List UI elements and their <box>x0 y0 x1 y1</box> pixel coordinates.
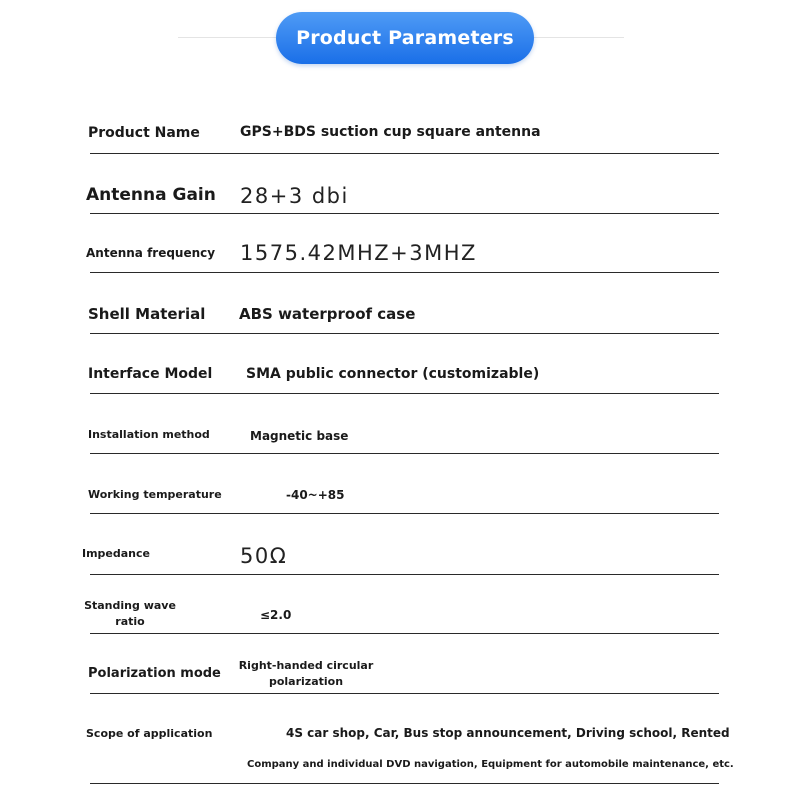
param-value-scope-of-application-line1: 4S car shop, Car, Bus stop announcement, Driving school, Rented <box>286 726 730 740</box>
param-label-interface-model: Interface Model <box>88 366 213 382</box>
row-divider <box>90 393 719 394</box>
param-label-standing-wave-ratio-line2: ratio <box>115 615 145 628</box>
row-divider <box>90 153 719 154</box>
param-label-installation-method: Installation method <box>88 428 210 441</box>
param-label-polarization-mode: Polarization mode <box>88 666 221 681</box>
row-divider <box>90 633 719 634</box>
param-label-product-name: Product Name <box>88 125 200 141</box>
param-value-installation-method: Magnetic base <box>250 429 349 443</box>
param-value-polarization-mode-line2: polarization <box>268 675 344 688</box>
row-divider <box>90 213 719 214</box>
row-divider <box>90 574 719 575</box>
param-label-standing-wave-ratio-line1: Standing wave <box>84 599 176 612</box>
param-label-antenna-gain: Antenna Gain <box>86 185 216 205</box>
param-value-antenna-frequency: 1575.42MHZ+3MHZ <box>240 241 477 265</box>
param-value-shell-material: ABS waterproof case <box>239 305 416 323</box>
param-value-antenna-gain: 28+3 dbi <box>240 184 349 208</box>
row-divider <box>90 693 719 694</box>
param-label-standing-wave-ratio <box>84 598 176 630</box>
row-divider <box>90 333 719 334</box>
param-label-impedance: Impedance <box>82 547 150 560</box>
param-value-polarization-mode <box>230 658 382 690</box>
row-divider <box>90 453 719 454</box>
param-value-product-name: GPS+BDS suction cup square antenna <box>240 124 541 140</box>
param-value-standing-wave-ratio: ≤2.0 <box>260 608 292 622</box>
param-label-working-temperature: Working temperature <box>88 488 222 501</box>
param-value-impedance: 50Ω <box>240 544 288 568</box>
param-value-scope-of-application-line2: Company and individual DVD navigation, Equipment for automobile maintenance, etc. <box>247 759 734 770</box>
page-title: Product Parameters <box>276 12 534 64</box>
row-divider <box>90 783 719 784</box>
param-value-polarization-mode-line1: Right-handed circular <box>238 659 374 672</box>
param-label-scope-of-application: Scope of application <box>86 727 213 740</box>
param-label-shell-material: Shell Material <box>88 305 206 323</box>
row-divider <box>90 513 719 514</box>
param-value-interface-model: SMA public connector (customizable) <box>246 366 540 382</box>
param-value-working-temperature: -40~+85 <box>286 488 345 502</box>
param-label-antenna-frequency: Antenna frequency <box>86 246 216 260</box>
row-divider <box>90 272 719 273</box>
